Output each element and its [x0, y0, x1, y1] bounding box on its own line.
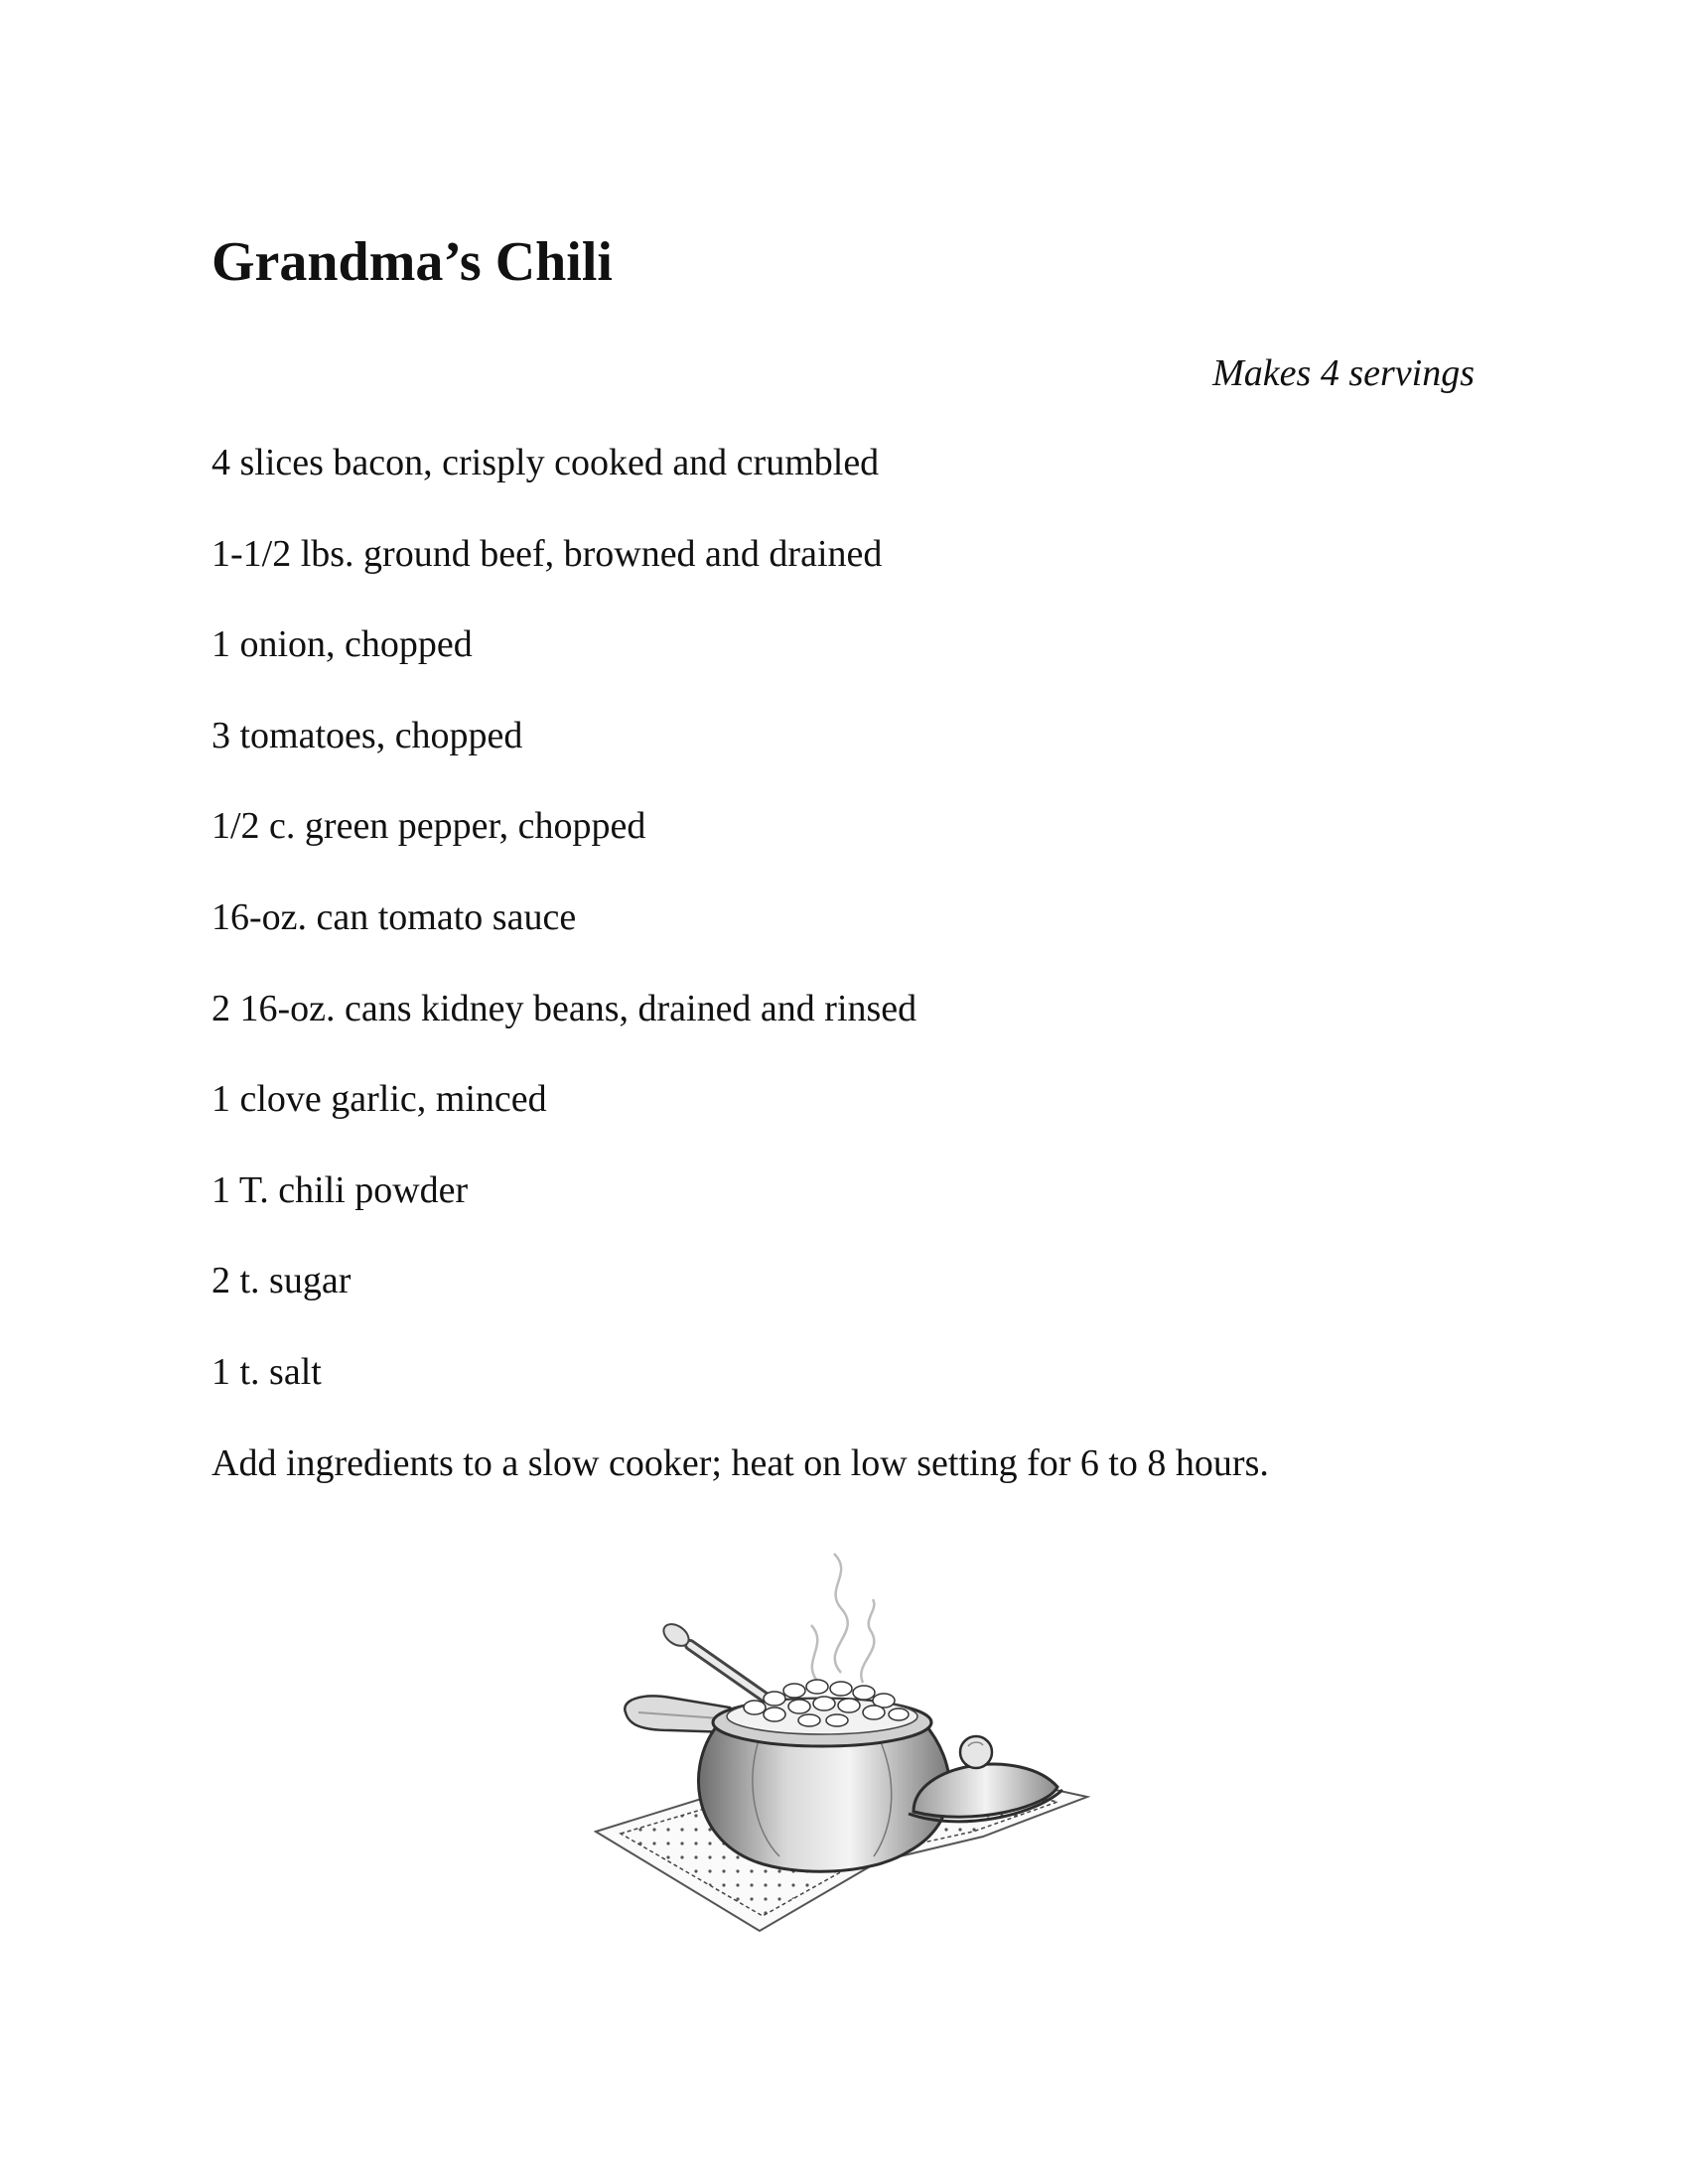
- ingredient-item: 1/2 c. green pepper, chopped: [211, 805, 646, 848]
- ingredient-item: 3 tomatoes, chopped: [211, 714, 523, 756]
- ingredient-item: 1-1/2 lbs. ground beef, browned and drained: [211, 532, 883, 575]
- recipe-title: Grandma’s Chili: [211, 231, 613, 293]
- ingredient-item: 1 T. chili powder: [211, 1168, 469, 1211]
- ingredient-list: [211, 444, 916, 1444]
- servings-note: Makes 4 servings: [1212, 352, 1475, 394]
- ingredient-item: 1 t. salt: [211, 1350, 322, 1393]
- ingredient-item: 2 16-oz. cans kidney beans, drained and rinsed: [211, 987, 917, 1029]
- spoon: [659, 1620, 779, 1707]
- steam-swirls: [811, 1554, 874, 1683]
- ingredient-item: 1 onion, chopped: [211, 623, 473, 666]
- ingredient-item: 1 clove garlic, minced: [211, 1078, 547, 1121]
- bean-pot-illustration: [581, 1534, 1097, 1951]
- ingredient-item: 2 t. sugar: [211, 1260, 352, 1302]
- ingredient-item: 16-oz. can tomato sauce: [211, 895, 577, 938]
- ingredient-item: 4 slices bacon, crisply cooked and crumbled: [211, 442, 880, 483]
- recipe-instructions: Add ingredients to a slow cooker; heat on low setting for 6 to 8 hours.: [211, 1442, 1269, 1484]
- pot-body: [698, 1699, 949, 1871]
